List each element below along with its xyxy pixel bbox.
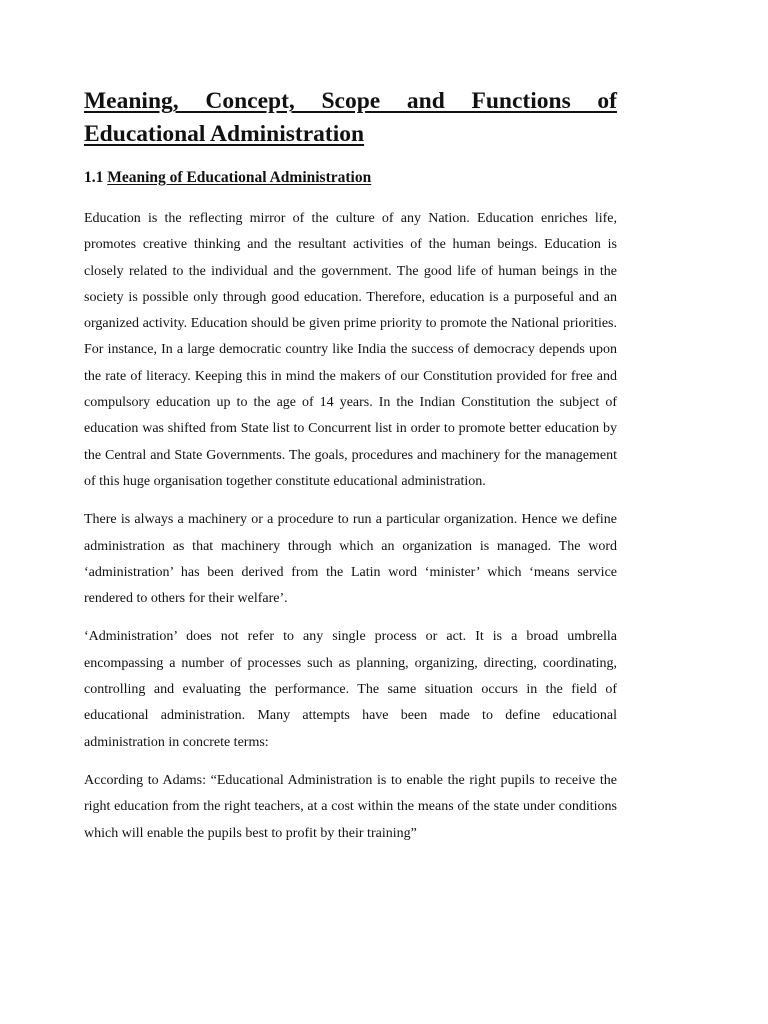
- section-title: Meaning of Educational Administration: [107, 169, 372, 186]
- document-title-line-1: Meaning, Concept, Scope and Functions of: [84, 88, 617, 114]
- paragraph-4: According to Adams: “Educational Administration is to enable the right pupils to receive the right education from the right teachers, at a cost within the means of the state under conditions which will enable the pupils best to profit by their training”: [84, 772, 617, 841]
- paragraph-3: ‘Administration’ does not refer to any single process or act. It is a broad umbrella encompassing a number of processes such as planning, organizing, directing, coordinating, controlling and evaluating the performance. The same situation occurs in the field of educational administration. Many attempts have been made to define educational administration in concrete terms:: [84, 629, 617, 750]
- document-title-line-2: Educational Administration: [84, 121, 365, 147]
- document-page: [84, 85, 617, 847]
- document-title: [84, 85, 617, 151]
- paragraph-2: There is always a machinery or a procedure to run a particular organization. Hence we define administration as that machinery through which an organization is managed. The word ‘administration’ has been derived from the Latin word ‘minister’ which ‘means service rendered to others for their welfare’.: [84, 512, 617, 607]
- section-number: 1.1: [84, 169, 104, 186]
- section-heading: [84, 167, 617, 189]
- paragraph-1: Education is the reflecting mirror of the culture of any Nation. Education enriches life, promotes creative thinking and the resultant activities of the human beings. Education is closely related to the individual and the government. The good life of human beings in the society is possible only through good education. Therefore, education is a purposeful and an organized activity. Education should be given prime priority to promote the National priorities. For instance, In a large democratic country like India the success of democracy depends upon the rate of literacy. Keeping this in mind the makers of our Constitution provided for free and compulsory education up to the age of 14 years. In the Indian Constitution the subject of education was shifted from State list to Concurrent list in order to promote better education by the Central and State Governments. The goals, procedures and machinery for the management of this huge organisation together constitute educational administration.: [84, 211, 617, 489]
